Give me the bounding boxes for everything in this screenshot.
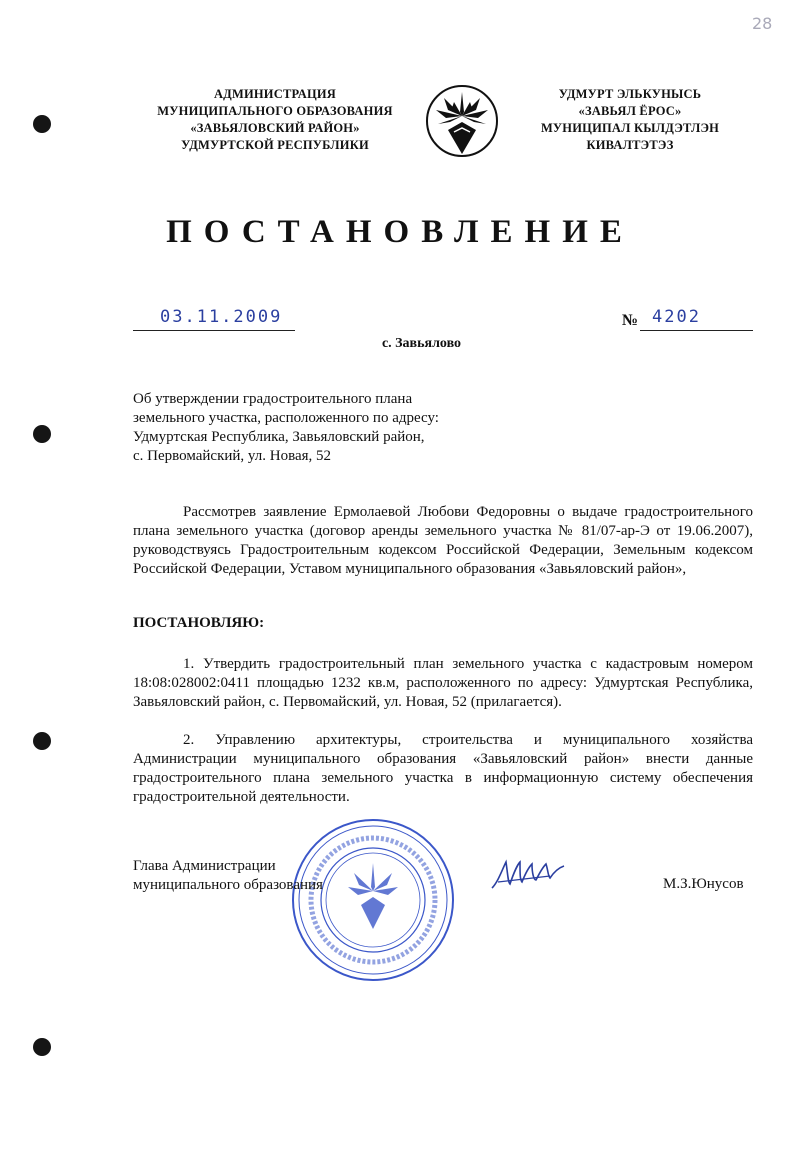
header-left-line: «ЗАВЬЯЛОВСКИЙ РАЙОН» — [190, 121, 360, 135]
subject-line: земельного участка, расположенного по адресу: — [133, 410, 439, 426]
number-underline — [640, 330, 753, 331]
header-left-line: МУНИЦИПАЛЬНОГО ОБРАЗОВАНИЯ — [157, 104, 393, 118]
date-underline — [133, 330, 295, 331]
place-of-issue: с. Завьялово — [381, 336, 462, 351]
document-subject — [133, 390, 439, 466]
punch-hole — [33, 115, 51, 133]
signatory-name: М.З.Юнусов — [663, 876, 744, 892]
document-title: ПОСТАНОВЛЕНИЕ — [166, 214, 634, 250]
date-handwritten: 03.11.2009 — [160, 307, 283, 327]
resolve-heading: ПОСТАНОВЛЯЮ: — [133, 615, 265, 631]
resolution-item-1 — [133, 655, 753, 712]
item-1-text: 1. Утвердить градостроительный план земельного участка с кадастровым номером 18:08:028002:0411 площадью 1232 кв.м, расположенного по адресу: Удмуртская Республика, Завьяловский район, с. Первомайский, ул. Новая, 52 (прилагается). — [133, 656, 753, 710]
header-left-line: УДМУРТСКОЙ РЕСПУБЛИКИ — [181, 138, 369, 152]
header-right-line: УДМУРТ ЭЛЬКУНЫСЬ — [558, 87, 702, 101]
punch-hole — [33, 1038, 51, 1056]
subject-line: Об утверждении градостроительного плана — [133, 391, 413, 407]
handwritten-signature — [488, 852, 568, 894]
signatory-position — [133, 857, 323, 895]
header-right-block — [515, 86, 745, 154]
number-label: № — [622, 312, 639, 329]
header-left-block — [120, 86, 430, 154]
item-2-text: 2. Управлению архитектуры, строительства и муниципального хозяйства Администрации муниципального образования «Завьяловский район» внести данные градостроительного плана земельного участка в информационную систему обеспечения градостроительной деятельности. — [133, 732, 753, 805]
position-line: Глава Администрации — [133, 858, 276, 874]
preamble-paragraph — [133, 503, 753, 579]
header-left-line: АДМИНИСТРАЦИЯ — [213, 87, 337, 101]
subject-line: Удмуртская Республика, Завьяловский район, — [133, 429, 425, 445]
official-round-stamp — [288, 815, 458, 985]
resolution-item-2 — [133, 731, 753, 807]
position-line: муниципального образования — [133, 877, 323, 893]
header-right-line: МУНИЦИПАЛ КЫЛДЭТЛЭН — [540, 121, 720, 135]
header-right-line: «ЗАВЬЯЛ ЁРОС» — [578, 104, 682, 118]
preamble-text: Рассмотрев заявление Ермолаевой Любови Федоровны о выдаче градостроительного плана земельного участка (договор аренды земельного участка № 81/07-ар-Э от 19.06.2007), руководствуясь Градостроительным кодексом Российской Федерации, Земельным кодексом Российской Федерации, Уставом муниципального образования «Завьяловский район», — [133, 504, 753, 577]
corner-page-mark: 28 — [752, 14, 773, 33]
number-handwritten: 4202 — [652, 307, 701, 327]
subject-line: с. Первомайский, ул. Новая, 52 — [133, 448, 332, 464]
coat-of-arms-emblem — [424, 82, 500, 160]
header-right-line: КИВАЛТЭТЭЗ — [586, 138, 674, 152]
punch-hole — [33, 732, 51, 750]
punch-hole — [33, 425, 51, 443]
